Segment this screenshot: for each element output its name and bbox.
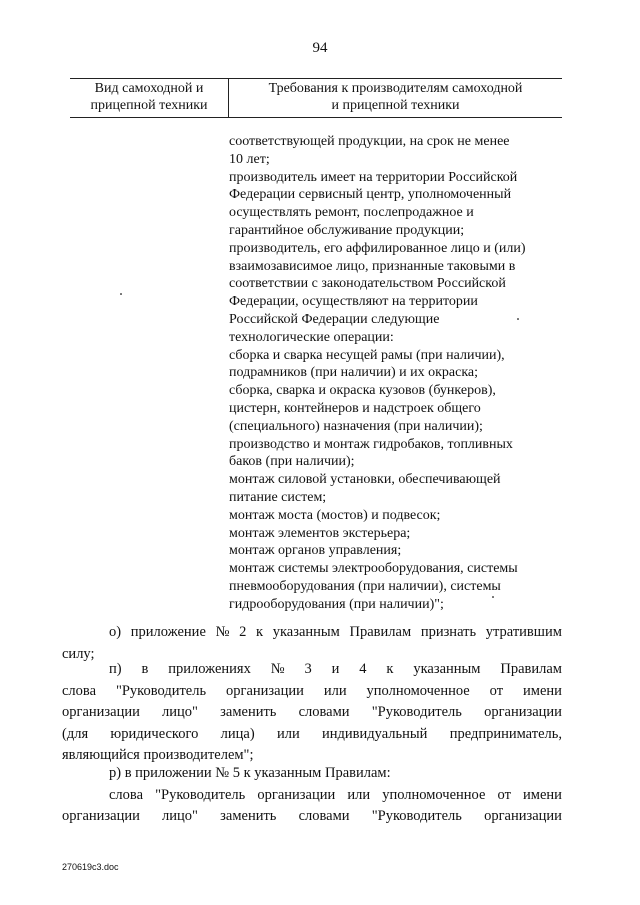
paragraph-r-heading: р) в приложении № 5 к указанным Правилам: [109,765,391,781]
requirement-line: соответствующей продукции, на срок не менее [229,134,510,149]
word: слова [109,786,144,803]
word: организации [484,704,562,721]
requirement-line: производитель, его аффилированное лицо и (или) [229,240,526,256]
word: п) [109,661,122,677]
requirement-line: монтаж органов управления; [229,543,402,559]
word: организации [62,808,140,825]
requirement-line: питание систем; [229,489,327,505]
word: предприниматель, [449,725,562,742]
word: "Руководитель [371,704,462,721]
requirement-line: сборка, сварка и окраска кузовов (бункеров), [229,383,496,399]
table-body-requirements [229,133,569,614]
word: уполномоченное [382,786,486,803]
requirement-line: Федерации сервисный центр, уполномоченный [229,187,512,203]
requirement-line: цистерн, контейнеров и надстроек общего [229,400,481,416]
header-left-line-2: прицепной техники [90,98,208,113]
word: от [497,786,511,803]
header-right-line-2: и прицепной техники [331,98,460,113]
requirement-line: осуществлять ремонт, послепродажное и [229,205,474,221]
word: указанным [413,661,481,677]
word: № [215,624,230,640]
requirement-line: сборка и сварка несущей рамы (при наличии), [229,347,505,363]
word: (для [62,725,89,742]
paragraph-r-line-2 [62,806,562,828]
requirement-line: соответствии с законодательством Российской [229,276,506,292]
word: имени [523,682,562,699]
word: организации [257,786,336,803]
word: указанным [272,624,340,640]
paragraph-p-line-4 [62,724,562,746]
word: к [386,661,394,677]
scan-speck [517,318,519,320]
word: Правилам [500,661,562,677]
word: 3 [304,661,312,677]
word: или [347,786,371,803]
word: о) [109,624,122,640]
requirement-line: технологические операции: [229,329,394,345]
word: индивидуальный [322,725,428,742]
requirement-line: производство и монтаж гидробаков, топливных [229,436,513,452]
requirement-line: монтаж моста (мостов) и подвесок; [229,507,441,523]
requirement-line: 10 лет; [229,151,270,167]
word: юридического [110,725,199,742]
requirement-line: пневмооборудования (при наличии), системы [229,578,501,594]
word: заменить [220,808,277,825]
word: лицо" [162,704,198,721]
paragraph-p-line-1 [62,659,562,681]
requirement-line: монтаж силовой установки, обеспечивающей [229,472,501,488]
scan-speck [492,596,494,598]
requirement-line: гарантийное обслуживание продукции; [229,222,465,238]
word: 4 [359,661,367,677]
word: организации [226,682,304,699]
word: заменить [220,704,277,721]
word: уполномоченное [366,682,470,699]
header-right-line-1: Требования к производителям самоходной [268,81,523,96]
word: организации [484,808,562,825]
paragraph-p-line-5: являющийся производителем"; [62,747,254,764]
paragraph-o-line-1 [62,622,562,644]
paragraph-r [62,763,562,828]
word: слова [62,682,97,699]
word: "Руководитель [371,808,462,825]
word: 2 [239,624,247,640]
word: словами [298,704,350,721]
scan-speck [120,293,122,295]
word: словами [298,808,350,825]
word: № [270,661,285,677]
word: утратившим [485,624,562,640]
requirement-line: гидрооборудования (при наличии)"; [229,596,444,612]
word: Правилам [349,624,412,640]
word: или [323,682,347,699]
paragraph-p-line-3 [62,702,562,724]
word: и [331,661,340,677]
word: к [256,624,264,640]
paragraph-o-line-2: силу; [62,645,95,662]
paragraph-r-line-1 [62,785,562,807]
requirement-line: производитель имеет на территории Российской [229,169,518,185]
page-number: 94 [312,40,328,56]
word: лицо" [162,808,198,825]
word: или [276,725,300,742]
document-filename-footer: 270619c3.doc [62,862,119,872]
word: лица) [220,725,255,742]
word: "Руководитель [155,786,246,803]
word: в [141,661,149,677]
requirement-line: Федерации, осуществляют на территории [229,294,478,310]
requirement-line: монтаж элементов экстерьера; [229,525,411,541]
requirement-line: Российской Федерации следующие [229,311,440,327]
header-left-line-1: Вид самоходной и [94,81,204,96]
requirement-line: монтаж системы электрооборудования, системы [229,561,518,577]
word: "Руководитель [115,682,207,699]
paragraph-p-line-2 [62,681,562,703]
table-header-right [229,80,562,114]
requirement-line: взаимозависимое лицо, признанные таковыми в [229,258,516,274]
word: приложение [130,624,206,640]
table-header-left [70,80,228,114]
word: признать [420,624,477,640]
requirement-line: подрамников (при наличии) и их окраска; [229,365,479,381]
word: приложениях [168,661,251,677]
table-header [70,78,562,118]
requirement-line: (специального) назначения (при наличии); [229,418,483,434]
word: от [489,682,504,699]
word: организации [62,704,140,721]
requirement-line: баков (при наличии); [229,454,355,470]
word: имени [523,786,562,803]
paragraph-p [62,659,562,767]
